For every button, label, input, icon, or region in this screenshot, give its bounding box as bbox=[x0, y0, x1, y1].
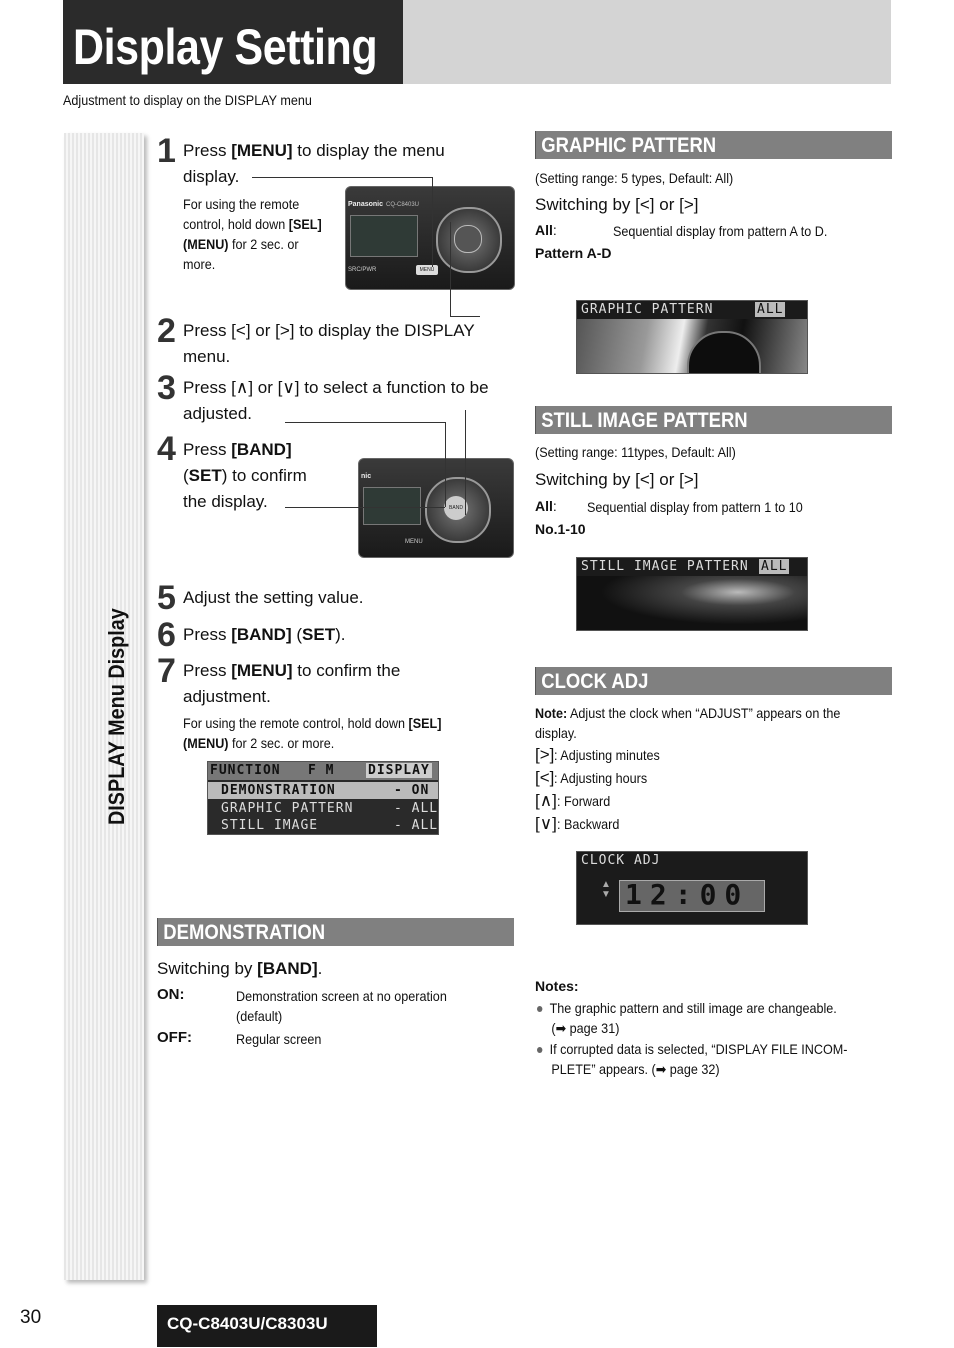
lcd-header-display: DISPLAY bbox=[368, 763, 430, 778]
title-band bbox=[403, 0, 891, 84]
note-key: [SEL] (MENU) bbox=[183, 216, 322, 252]
step-number: 7 bbox=[157, 652, 176, 690]
step-number: 6 bbox=[157, 616, 176, 654]
option-key: ON: bbox=[157, 986, 185, 1003]
step-key: SET bbox=[302, 625, 336, 644]
step-text: Press [<] or [>] to display the DISPLAY menu. bbox=[183, 321, 475, 366]
note-item bbox=[537, 998, 888, 1018]
section-header-demonstration bbox=[157, 918, 514, 946]
band-button: BAND bbox=[444, 496, 468, 520]
step-text bbox=[183, 658, 473, 710]
key-symbol: [<] bbox=[535, 768, 555, 787]
step-note bbox=[183, 194, 323, 274]
step-key: SET bbox=[188, 466, 222, 485]
step-key: [BAND] bbox=[231, 625, 292, 644]
function-menu-lcd bbox=[207, 761, 439, 835]
option-desc: Sequential display from pattern A to D. bbox=[613, 223, 828, 239]
step-key: [MENU] bbox=[231, 141, 293, 160]
section-title: DEMONSTRATION bbox=[163, 921, 326, 944]
option-row: All: bbox=[535, 498, 557, 514]
step-number: 5 bbox=[157, 579, 176, 617]
step-text-part: Press bbox=[183, 661, 232, 680]
key-symbol: [∨] bbox=[535, 814, 557, 833]
lcd-window bbox=[363, 487, 421, 525]
option-key: OFF: bbox=[157, 1029, 192, 1046]
section-header-clock-adj bbox=[535, 667, 892, 695]
key-desc: : Backward bbox=[556, 816, 620, 832]
step-text-part: to confirm the adjustment. bbox=[183, 661, 401, 706]
side-tab-label: DISPLAY Menu Display bbox=[104, 608, 129, 825]
switch-text-part: Switching by bbox=[157, 959, 258, 978]
key-desc: : Adjusting hours bbox=[554, 770, 648, 786]
lcd-value: ALL bbox=[761, 559, 788, 574]
key-row bbox=[535, 745, 672, 768]
note-text: for 2 sec. or more. bbox=[183, 236, 299, 272]
callout-line bbox=[450, 222, 451, 316]
setting-range: (Setting range: 11types, Default: All) bbox=[535, 444, 736, 460]
page-number: 30 bbox=[20, 1307, 42, 1328]
head-unit-image bbox=[358, 458, 514, 558]
page-subtitle: Adjustment to display on the DISPLAY menu bbox=[63, 92, 312, 108]
page-title: Display Setting bbox=[73, 19, 378, 75]
lcd-row-value: - ON bbox=[394, 783, 430, 798]
model-text: CQ-C8403U/C8303U bbox=[167, 1314, 328, 1333]
note-text: Adjust the clock when “ADJUST” appears on the display. bbox=[535, 705, 841, 741]
up-down-arrow-icon: ▲ ▼ bbox=[601, 879, 611, 900]
note-ref: (➡ page 31) bbox=[551, 1020, 620, 1036]
section-header-graphic-pattern bbox=[535, 131, 892, 159]
graphic-pattern-lcd bbox=[576, 300, 808, 374]
option-key: All bbox=[535, 222, 553, 238]
note-text: The graphic pattern and still image are changeable. bbox=[549, 1000, 837, 1016]
key-symbol: [>] bbox=[535, 745, 555, 764]
lcd-header-function: FUNCTION bbox=[210, 763, 281, 778]
section-title: GRAPHIC PATTERN bbox=[541, 134, 717, 157]
note-ref: PLETE” appears. (➡ page 32) bbox=[551, 1061, 720, 1077]
step-number: 1 bbox=[157, 132, 176, 170]
note-text: For using the remote control, hold down bbox=[183, 715, 409, 731]
key-desc: : Forward bbox=[556, 793, 611, 809]
option-key: No.1-10 bbox=[535, 521, 586, 537]
lcd-row-value: - ALL bbox=[394, 818, 439, 833]
menu-label: MENU bbox=[405, 539, 423, 545]
clock-adj-lcd bbox=[576, 851, 808, 925]
head-unit-image bbox=[345, 186, 515, 290]
step-number: 2 bbox=[157, 312, 176, 350]
step-text: Press [∧] or [∨] to select a function to be adjusted. bbox=[183, 378, 489, 423]
note-label: Note: bbox=[535, 705, 568, 721]
key-row bbox=[535, 791, 672, 814]
option-desc: Sequential display from pattern 1 to 10 bbox=[587, 499, 803, 515]
step-text-part: ( bbox=[183, 466, 189, 485]
step-key: [MENU] bbox=[231, 661, 293, 680]
callout-line bbox=[252, 177, 432, 178]
switching-text: Switching by [<] or [>] bbox=[535, 470, 699, 489]
callout-line bbox=[465, 410, 466, 515]
still-image-lcd bbox=[576, 557, 808, 631]
lcd-label: STILL IMAGE PATTERN bbox=[581, 559, 749, 574]
notes-title: Notes: bbox=[535, 978, 579, 994]
step-text-part: the display. bbox=[183, 492, 268, 511]
lcd-label: GRAPHIC PATTERN bbox=[581, 302, 714, 317]
callout-line bbox=[285, 507, 445, 508]
key-symbol: [∧] bbox=[535, 791, 557, 810]
bullet-icon bbox=[537, 1006, 542, 1012]
clock-time: 12:00 bbox=[625, 878, 750, 911]
setting-range: (Setting range: 5 types, Default: All) bbox=[535, 170, 734, 186]
clock-note bbox=[535, 703, 877, 743]
step-key: [BAND] bbox=[231, 440, 292, 459]
lcd-row-label: GRAPHIC PATTERN bbox=[221, 801, 354, 816]
section-header-still-image bbox=[535, 406, 892, 434]
step-text-part: Press bbox=[183, 440, 232, 459]
lcd-value: ALL bbox=[757, 302, 784, 317]
step-text: Adjust the setting value. bbox=[183, 588, 364, 607]
step-text bbox=[183, 138, 483, 190]
switching-text: Switching by [<] or [>] bbox=[535, 195, 699, 214]
lcd-row-value: - ALL bbox=[394, 801, 439, 816]
menu-button: MENU bbox=[416, 265, 438, 275]
note-item bbox=[537, 1039, 888, 1059]
step-text-part: Press bbox=[183, 625, 232, 644]
key-desc: : Adjusting minutes bbox=[554, 747, 661, 763]
option-key: Pattern A-D bbox=[535, 245, 612, 261]
section-title: CLOCK ADJ bbox=[541, 670, 649, 693]
brand-logo: nic bbox=[361, 473, 372, 480]
key-row bbox=[535, 814, 672, 837]
note-text: for 2 sec. or more. bbox=[228, 735, 335, 751]
step-note bbox=[183, 713, 480, 753]
sel-button bbox=[454, 225, 482, 253]
lcd-row-label: STILL IMAGE bbox=[221, 818, 319, 833]
step-number: 3 bbox=[157, 369, 176, 407]
brand-logo: Panasonic bbox=[348, 201, 384, 208]
clock-keys bbox=[535, 745, 672, 837]
callout-line bbox=[450, 316, 480, 317]
switch-text-part: . bbox=[317, 959, 323, 978]
note-text: If corrupted data is selected, “DISPLAY FILE INCOM- bbox=[549, 1041, 848, 1057]
still-image-picture bbox=[577, 576, 807, 630]
lcd-header-band: F M bbox=[308, 763, 335, 778]
callout-line bbox=[285, 422, 445, 423]
step-text bbox=[183, 437, 343, 515]
step-text-part: to display the menu display. bbox=[183, 141, 445, 186]
option-desc: Regular screen bbox=[236, 1031, 322, 1047]
model-badge bbox=[157, 1305, 377, 1347]
step-number: 4 bbox=[157, 430, 176, 468]
callout-line bbox=[445, 422, 446, 507]
key-row bbox=[535, 768, 672, 791]
callout-line bbox=[432, 177, 433, 267]
bullet-icon bbox=[537, 1047, 542, 1053]
step-text-part: Press bbox=[183, 141, 232, 160]
model-label: CQ-C8403U bbox=[386, 202, 420, 208]
option-key: All bbox=[535, 498, 553, 514]
step-text-part: ) to confirm bbox=[221, 466, 307, 485]
option-row: All: bbox=[535, 222, 557, 238]
switch-key: [BAND] bbox=[257, 959, 318, 978]
step-text bbox=[183, 622, 513, 648]
option-desc: Demonstration screen at no operation (default) bbox=[236, 988, 447, 1024]
lcd-label: CLOCK ADJ bbox=[581, 853, 661, 868]
switching-text bbox=[157, 956, 513, 982]
notes-list bbox=[537, 998, 888, 1079]
note-text: For using the remote control, hold down bbox=[183, 196, 300, 232]
step-text-part: ). bbox=[335, 625, 346, 644]
lcd-row-label: DEMONSTRATION bbox=[221, 783, 336, 798]
note-key: [SEL] (MENU) bbox=[183, 715, 442, 751]
section-title: STILL IMAGE PATTERN bbox=[541, 409, 748, 432]
src-label: SRC/PWR bbox=[348, 267, 377, 273]
step-text-part: ( bbox=[291, 625, 303, 644]
lcd-window bbox=[350, 215, 418, 257]
